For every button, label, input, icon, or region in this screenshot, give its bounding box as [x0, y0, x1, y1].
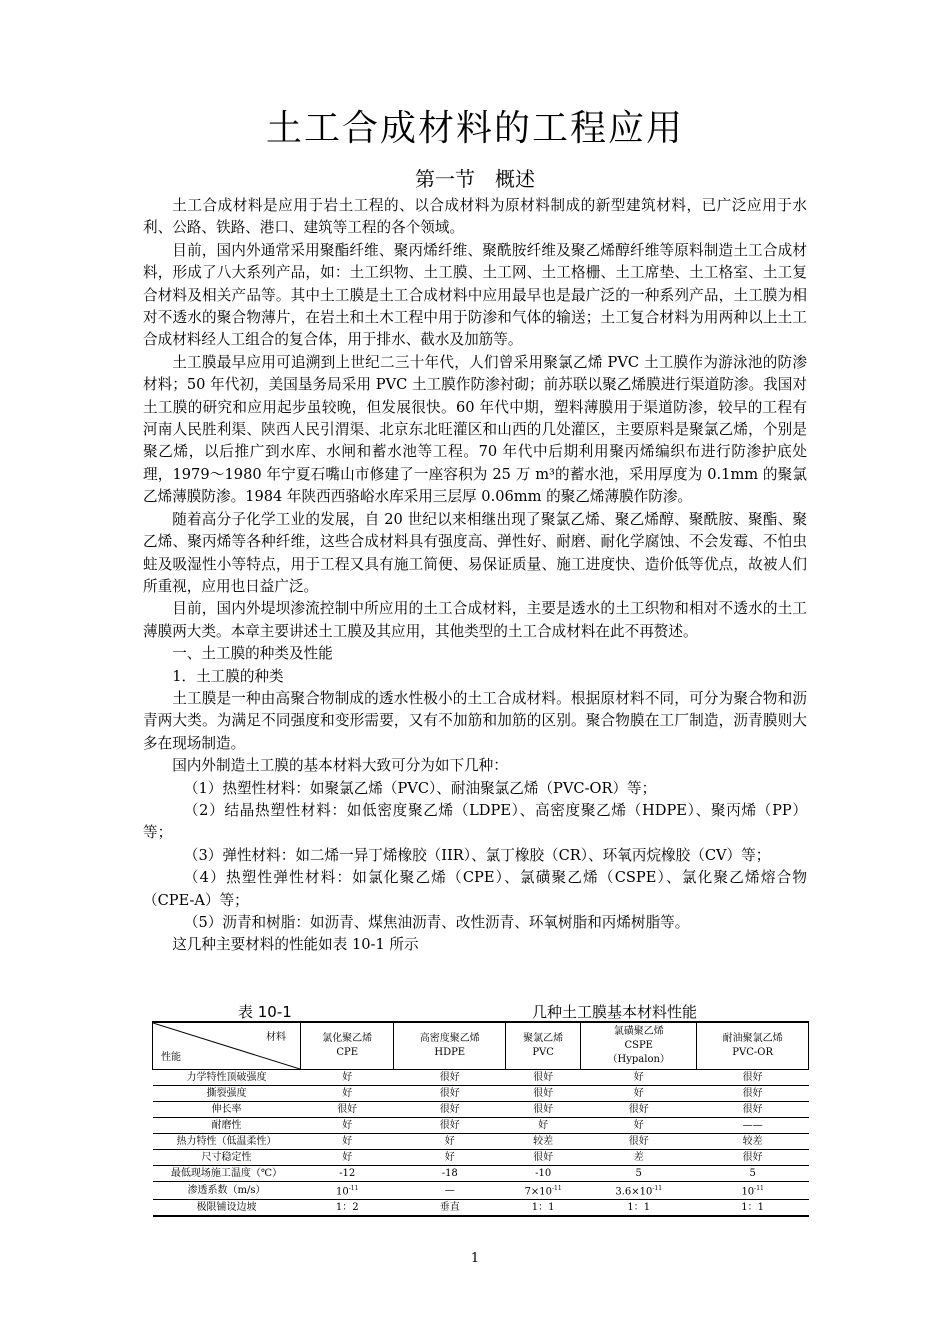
table-label: 表 10-1	[238, 1003, 292, 1021]
table-cell: 较差	[697, 1134, 809, 1150]
column-header	[581, 1022, 697, 1070]
table-cell: 很好	[581, 1102, 697, 1118]
table-cell: 1：2	[301, 1200, 394, 1217]
list-item: （4）热塑性弹性材料：如氯化聚乙烯（CPE）、氯磺聚乙烯（CSPE）、氯化聚乙烯熔合物（CPE-A）等；	[143, 869, 807, 909]
table-cell: $10^{-11}$	[697, 1182, 809, 1200]
column-code: PVC	[532, 1047, 554, 1058]
table-row	[153, 1102, 809, 1118]
table-cell: 很好	[506, 1086, 581, 1102]
row-label: 最低现场施工温度（℃）	[153, 1166, 301, 1182]
column-name: 耐油聚氯乙烯	[722, 1033, 783, 1044]
page-number: 1	[470, 1251, 480, 1266]
table-cell: 很好	[581, 1134, 697, 1150]
table-cell: $3.6\times 10^{-11}$	[581, 1182, 697, 1200]
section-heading: 第一节 概述	[415, 167, 535, 191]
paragraph: 随着高分子化学工业的发展，自 20 世纪以来相继出现了聚氯乙烯、聚乙烯醇、聚酰胺、聚酯、聚乙烯、聚丙烯等各种纤维，这些合成材料具有强度高、弹性好、耐磨、耐化学腐蚀、不会发霉、不怕虫蛀及吸湿性小等特点，用于工程又具有施工简便、易保证质量、施工进度快、造价低等优点，故被人们所重视，应用也日益广泛。	[143, 510, 807, 595]
table-cell: 1：1	[581, 1200, 697, 1217]
row-label: 耐磨性	[153, 1118, 301, 1134]
table-cell: 差	[581, 1150, 697, 1166]
table-cell: 好	[394, 1134, 506, 1150]
table-row	[153, 1086, 809, 1102]
table-title: 几种土工膜基本材料性能	[532, 1003, 698, 1021]
table-cell: 5	[581, 1166, 697, 1182]
row-label: 力学特性顶破强度	[153, 1070, 301, 1086]
row-label: 撕裂强度	[153, 1086, 301, 1102]
table-cell: 很好	[506, 1070, 581, 1086]
list-item: （2）结晶热塑性材料：如低密度聚乙烯（LDPE）、高密度聚乙烯（HDPE）、聚丙烯（PP）等；	[143, 801, 807, 842]
column-header	[394, 1022, 506, 1070]
table-cell: 1：1	[506, 1200, 581, 1217]
column-header	[506, 1022, 581, 1070]
list-item: （3）弹性材料：如二烯一异丁烯橡胶（IIR）、氯丁橡胶（CR）、环氧丙烷橡胶（CV）等；	[183, 846, 771, 864]
list-item: （5）沥青和树脂：如沥青、煤焦油沥青、改性沥青、环氧树脂和丙烯树脂等。	[183, 914, 690, 931]
table-cell: 很好	[506, 1102, 581, 1118]
table-cell: ——	[697, 1118, 809, 1134]
table-cell: 好	[506, 1118, 581, 1134]
column-code: CPE	[336, 1047, 359, 1058]
column-code: HDPE	[434, 1047, 466, 1058]
document-title: 土工合成材料的工程应用	[265, 108, 684, 149]
properties-table	[152, 1021, 809, 1217]
corner-label-property: 性能	[161, 1052, 181, 1063]
table-cell: -18	[394, 1166, 506, 1182]
table-cell: 好	[301, 1118, 394, 1134]
paragraph: 土工膜是一种由高聚合物制成的透水性极小的土工合成材料。根据原材料不同，可分为聚合物和沥青两大类。为满足不同强度和变形需要，又有不加筋和加筋的区别。聚合物膜在工厂制造，沥青膜则大多在现场制造。	[143, 689, 807, 752]
column-name: 高密度聚乙烯	[419, 1033, 480, 1044]
subheading: 一、土工膜的种类及性能	[172, 645, 333, 663]
table-row	[153, 1134, 809, 1150]
row-label: 伸长率	[153, 1102, 301, 1118]
corner-label-material: 材料	[266, 1032, 286, 1043]
paragraph: 这几种主要材料的性能如表 10-1 所示	[172, 936, 419, 954]
table-row	[153, 1166, 809, 1182]
row-label: 热力特性（低温柔性）	[153, 1134, 301, 1150]
paragraph: 目前，国内外堤坝渗流控制中所应用的土工合成材料，主要是透水的土工织物和相对不透水的土工薄膜两大类。本章主要讲述土工膜及其应用，其他类型的土工合成材料在此不再赘述。	[143, 600, 807, 640]
table-cell: 好	[301, 1134, 394, 1150]
row-label: 极限铺设边坡	[153, 1200, 301, 1217]
table-cell: 很好	[394, 1086, 506, 1102]
table-cell: 好	[301, 1070, 394, 1086]
subheading: 1．土工膜的种类	[172, 667, 284, 685]
body-text	[143, 195, 807, 957]
table-row	[153, 1200, 809, 1217]
table-cell: 好	[581, 1118, 697, 1134]
column-name: 聚氯乙烯	[523, 1033, 564, 1044]
paragraph: 目前，国内外通常采用聚酯纤维、聚丙烯纤维、聚酰胺纤维及聚乙烯醇纤维等原料制造土工合成材料，形成了八大系列产品，如：土工织物、土工膜、土工网、土工格栅、土工席垫、土工格室、土工复合材料及相关产品等。其中土工膜是土工合成材料中应用最早也是最广泛的一种系列产品，土工膜为相对不透水的聚合物薄片，在岩土和土木工程中用于防渗和气体的输送；土工复合材料为用两种以上土工合成材料经人工组合的复合体，用于排水、截水及加筋等。	[143, 241, 807, 349]
corner-header	[153, 1022, 301, 1070]
table-cell: 好	[581, 1086, 697, 1102]
table-cell: 很好	[697, 1086, 809, 1102]
table-caption	[0, 1001, 950, 1021]
table-cell: 很好	[697, 1102, 809, 1118]
paragraph: 国内外制造土工膜的基本材料大致可分为如下几种：	[172, 757, 508, 775]
table-row	[153, 1118, 809, 1134]
column-header	[697, 1022, 809, 1070]
table-cell: 好	[581, 1070, 697, 1086]
table-cell: 很好	[394, 1070, 506, 1086]
table-cell: 很好	[394, 1118, 506, 1134]
table-cell: -10	[506, 1166, 581, 1182]
list-item: （1）热塑性材料：如聚氯乙烯（PVC）、耐油聚氯乙烯（PVC-OR）等；	[183, 779, 657, 797]
table-cell: 很好	[697, 1150, 809, 1166]
column-code: CSPE	[624, 1040, 653, 1051]
table-cell: 很好	[506, 1150, 581, 1166]
table-cell: 很好	[394, 1102, 506, 1118]
row-label: 尺寸稳定性	[153, 1150, 301, 1166]
table-cell: 好	[394, 1150, 506, 1166]
table-cell: 好	[301, 1150, 394, 1166]
table-cell: —	[394, 1182, 506, 1200]
table-body	[153, 1070, 809, 1217]
column-code: PVC-OR	[732, 1047, 773, 1058]
row-label: 渗透系数（m/s）	[153, 1182, 301, 1200]
table-row	[153, 1150, 809, 1166]
table-cell: 很好	[697, 1070, 809, 1086]
table-cell: 1：1	[697, 1200, 809, 1217]
table-row	[153, 1182, 809, 1200]
table-header-row	[153, 1022, 809, 1070]
paragraph: 土工膜最早应用可追溯到上世纪二三十年代，人们曾采用聚氯乙烯 PVC 土工膜作为游泳池的防渗材料；50 年代初，美国垦务局采用 PVC 土工膜作防渗衬砌；前苏联以聚乙烯膜进行渠道防渗。我国对土工膜的研究和应用起步虽较晚，但发展很快。60 年代中期，塑料薄膜用于渠道防渗，较早的工程有河南人民胜利渠、陕西人民引渭渠、北京东北旺灌区和山西的几处灌区，主要原料是聚氯乙烯，个别是聚乙烯，以后推广到水库、水闸和蓄水池等工程。70 年代中后期利用聚丙烯编织布进行防渗护底处理，1979～1980 年宁夏石嘴山市修建了一座容积为 25 万 m³的蓄水池，采用厚度为 0.1mm 的聚氯乙烯薄膜防渗。1984 年陕西西骆峪水库采用三层厚 0.06mm 的聚乙烯薄膜作防渗。	[143, 353, 807, 506]
table-cell: 垂直	[394, 1200, 506, 1217]
table-cell: 很好	[301, 1102, 394, 1118]
column-header	[301, 1022, 394, 1070]
table-cell: $7\times 10^{-11}$	[506, 1182, 581, 1200]
table-cell: 较差	[506, 1134, 581, 1150]
column-note: （Hypalon）	[607, 1054, 670, 1065]
table-cell: 5	[697, 1166, 809, 1182]
column-name: 氯化聚乙烯	[322, 1033, 373, 1044]
paragraph: 土工合成材料是应用于岩土工程的、以合成材料为原材料制成的新型建筑材料，已广泛应用于水利、公路、铁路、港口、建筑等工程的各个领域。	[143, 197, 807, 237]
table-cell: $10^{-11}$	[301, 1182, 394, 1200]
table-row	[153, 1070, 809, 1086]
table-cell: -12	[301, 1166, 394, 1182]
column-name: 氯磺聚乙烯	[613, 1026, 664, 1037]
table-cell: 好	[301, 1086, 394, 1102]
